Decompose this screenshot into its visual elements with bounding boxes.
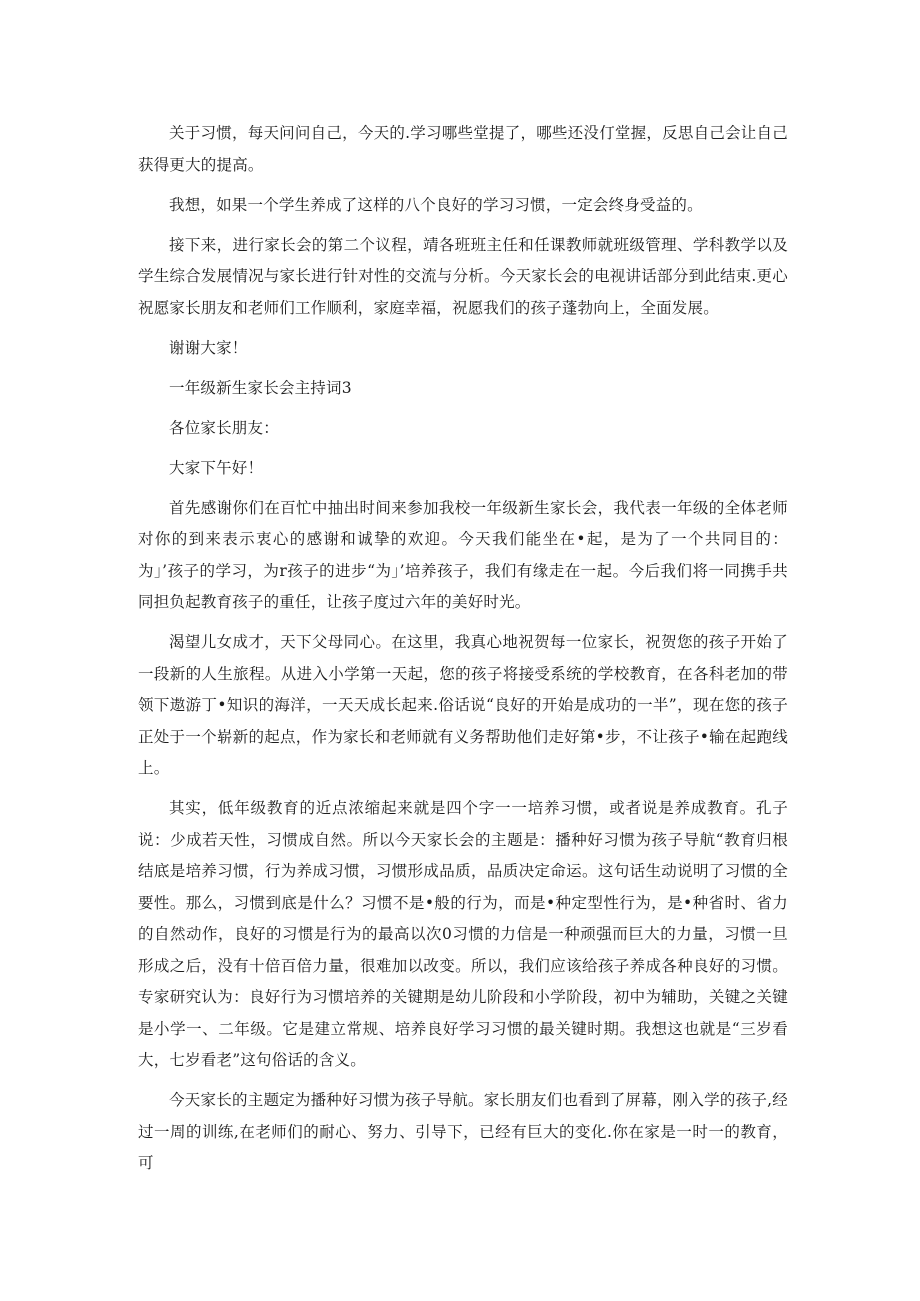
paragraph-salutation: 各位家长朋友：	[169, 418, 279, 437]
paragraph-second-agenda: 接下来，进行家长会的第二个议程，靖各班班主任和任课教师就班级管理、学科教学以及学生综合发展情况与家长进行针对性的交流与分析。今天家长会的电视讲话部分到此结束.更心祝愿家长朋友和老师们工作顺利，家庭幸福，祝愿我们的孩子蓬勃向上，全面发展。	[138, 235, 788, 317]
paragraph-meeting-theme: 今天家长的主题定为播种好习惯为孩子导航。家长朋友们也看到了屏幕，刚入学的孩子,经过一周的训练,在老师们的耐心、努力、引导下，已经有巨大的变化.你在家是一时一的教育，可	[138, 1091, 788, 1172]
paragraph-thanks: 谢谢大家！	[169, 338, 248, 357]
document-body	[138, 118, 788, 1188]
paragraph-habit-importance: 其实，低年级教育的近点浓缩起来就是四个字一一培养习惯，或者说是养成教育。孔子说：少成若天性，习惯成自然。所以今天家长会的主题是：播种好习惯为孩子导航“教育归根结底是培养习惯，行为养成习惯，习惯形成品质，品质决定命运。这句话生动说明了习惯的全要性。那么，习惯到底是什么？习惯不是•般的行为，而是•种定型性行为，是•种省时、省力的自然动作，良好的习惯是行为的最高以次0习惯的力信是一种顽强而巨大的力量，习惯一旦形成之后，没有十倍百倍力量，很难加以改变。所以，我们应该给孩子养成各种良好的习惯。专家研究认为：良好行为习惯培养的关键期是幼儿阶段和小学阶段，初中为辅助，关键之关键是小学一、二年级。它是建立常规、培养良好学习习惯的最关键时期。我想这也就是“三岁看大，七岁看老”这句俗话的含义。	[138, 799, 788, 1069]
paragraph-eight-habits: 我想，如果一个学生养成了这样的八个良好的学习习惯，一定会终身受益的。	[169, 195, 703, 214]
paragraph-welcome: 首先感谢你们在百忙中抽出时间来参加我校一年级新生家长会，我代表一年级的全体老师对你的到来表示衷心的感谢和诚挚的欢迎。今天我们能坐在•起，是为了一个共同目的：为」’孩子的学习，为r孩子的进步“为」’培养孩子，我们有缘走在一起。今后我们将一同携手共同担负起教育孩子的重任，让孩子度过六年的美好时光。	[138, 498, 788, 611]
paragraph-new-journey: 渴望儿女成才，天下父母同心。在这里，我真心地祝贺每一位家长，祝贺您的孩子开始了一段新的人生旅程。从进入小学第一天起，您的孩子将接受系统的学校教育，在各科老加的带领下遨游丁•知识的海洋，一天天成长起来.俗话说“良好的开始是成功的一半”，现在您的孩子正处于一个崭新的起点，作为家长和老师就有义务帮助他们走好第•步，不让孩子•输在起跑线上。	[138, 633, 788, 777]
section-heading: 一年级新生家长会主持词3	[169, 378, 352, 397]
paragraph-greeting: 大家下午好！	[169, 458, 264, 477]
paragraph-habit-reflection: 关于习惯，每天问问自己，今天的.学习哪些堂提了，哪些还没仃堂握，反思自己会让自己获得更大的提高。	[138, 124, 788, 174]
